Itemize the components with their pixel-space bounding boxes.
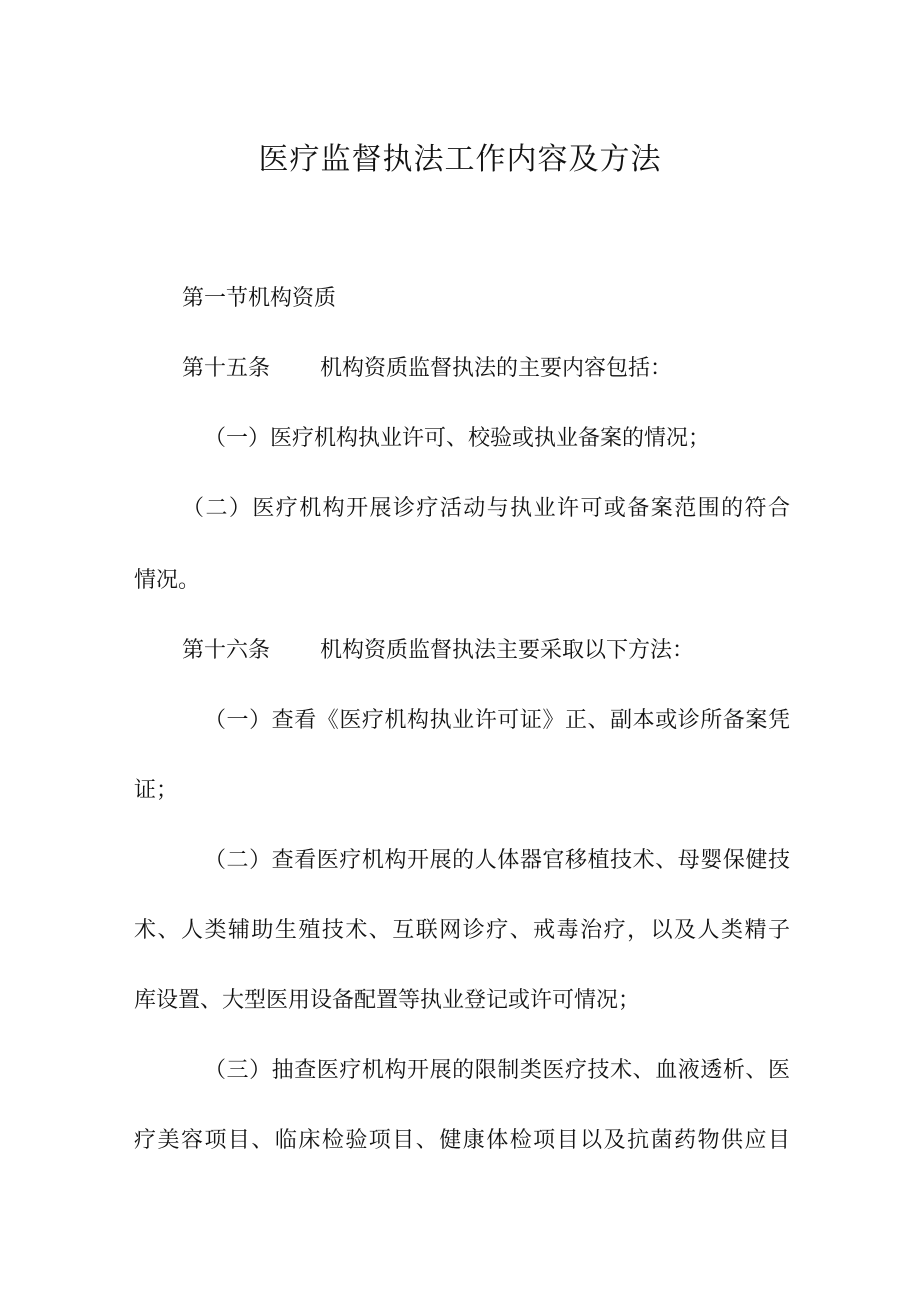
article-15-text: 机构资质监督执法的主要内容包括：: [320, 356, 673, 381]
article-16-item-2-line-2: 术、人类辅助生殖技术、互联网诊疗、戒毒治疗，以及人类精子: [134, 918, 790, 943]
article-15-item-1: （一）医疗机构执业许可、校验或执业备案的情况；: [204, 426, 711, 451]
article-16-text: 机构资质监督执法主要采取以下方法：: [320, 638, 695, 663]
section-heading: 第一节机构资质: [182, 286, 337, 311]
article-15-item-2-line-1: （二）医疗机构开展诊疗活动与执业许可或备案范围的符合: [182, 496, 790, 521]
document-title: 医疗监督执法工作内容及方法: [258, 142, 662, 177]
article-16-number: 第十六条: [182, 638, 271, 663]
article-15-item-2-line-2: 情况。: [134, 568, 201, 593]
article-16-item-2-line-1: （二）查看医疗机构开展的人体器官移植技术、母婴保健技: [204, 848, 790, 873]
article-16-line: [182, 636, 694, 666]
article-16-item-2-line-3: 库设置、大型医用设备配置等执业登记或许可情况；: [134, 988, 641, 1013]
article-15-number: 第十五条: [182, 356, 271, 381]
article-16-item-1-line-2: 证；: [134, 778, 179, 803]
article-16-item-3-line-2: 疗美容项目、临床检验项目、健康体检项目以及抗菌药物供应目: [134, 1128, 790, 1153]
article-16-item-3-line-1: （三）抽查医疗机构开展的限制类医疗技术、血液透析、医: [204, 1058, 790, 1083]
article-15-line: [182, 354, 672, 384]
article-16-item-1-line-1: （一）查看《医疗机构执业许可证》正、副本或诊所备案凭: [204, 708, 790, 733]
